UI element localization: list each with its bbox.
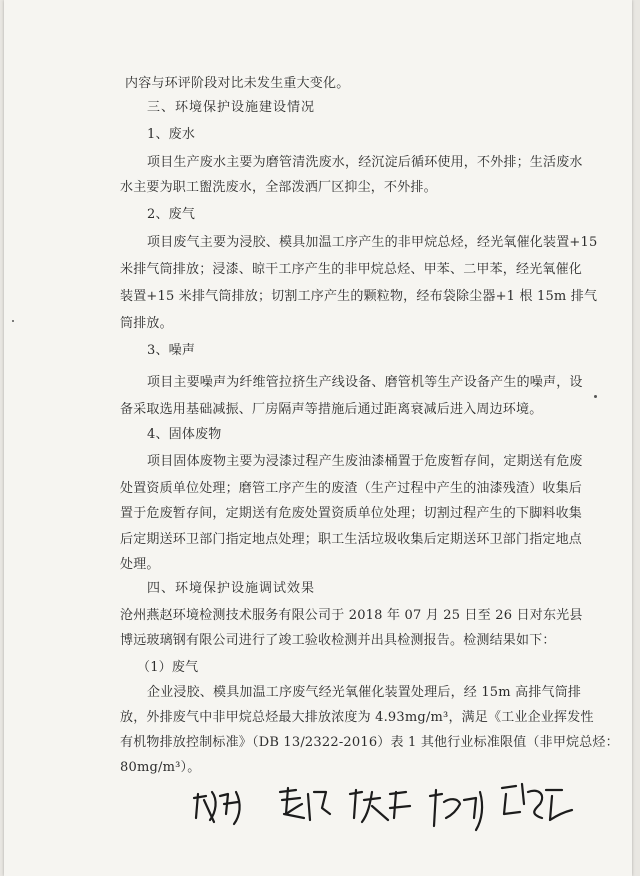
text-line: 80mg/m³）。 (120, 760, 201, 775)
section-heading: 三、环境保护设施建设情况 (147, 100, 316, 115)
scan-speck (12, 320, 14, 322)
text-line: 装置+15 米排气筒排放；切割工序产生的颗粒物，经布袋除尘器+1 根 15m 排气 (120, 289, 598, 304)
signature-strokes (184, 770, 584, 860)
section-heading: 四、环境保护设施调试效果 (147, 581, 316, 596)
text-line: 项目废气主要为浸胶、模具加温工序产生的非甲烷总烃，经光氧催化装置+15 (147, 235, 598, 250)
text-line: 沧州燕赵环境检测技术服务有限公司于 2018 年 07 月 25 日至 26 日对东光县 (120, 608, 583, 623)
text-line: 处置资质单位处理；磨管工序产生的废渣（生产过程中产生的油漆残渣）收集后 (120, 481, 583, 496)
text-line: 内容与环评阶段对比未发生重大变化。 (125, 76, 350, 91)
subsection-heading: 3、噪声 (147, 343, 196, 358)
handwritten-signatures (184, 770, 584, 860)
document-page (4, 0, 632, 876)
text-line: 项目固体废物主要为浸漆过程产生废油漆桶置于危废暂存间，定期送有危废 (147, 454, 583, 469)
text-line: 博远玻璃钢有限公司进行了竣工验收检测并出具检测报告。检测结果如下： (120, 633, 556, 648)
text-line: 项目主要噪声为纤维管拉挤生产线设备、磨管机等生产设备产生的噪声，设 (147, 375, 583, 390)
text-line: 放，外排废气中非甲烷总烃最大排放浓度为 4.93mg/m³，满足《工业企业挥发性 (120, 710, 594, 725)
subsection-heading: （1）废气 (137, 660, 199, 675)
subsection-heading: 1、废水 (147, 127, 196, 142)
text-line: 项目生产废水主要为磨管清洗废水，经沉淀后循环使用，不外排；生活废水 (147, 155, 583, 170)
text-line: 备采取选用基础减振、厂房隔声等措施后通过距离衰减后进入周边环境。 (120, 402, 543, 417)
text-line: 米排气筒排放；浸漆、晾干工序产生的非甲烷总烃、甲苯、二甲苯，经光氧催化 (120, 262, 583, 277)
text-line: 处理。 (120, 557, 160, 572)
text-line: 有机物排放控制标准》（DB 13/2322-2016）表 1 其他行业标准限值（非甲烷总烃： (120, 735, 619, 750)
subsection-heading: 4、固体废物 (147, 427, 222, 442)
text-line: 筒排放。 (120, 316, 173, 331)
text-line: 水主要为职工盥洗废水，全部泼洒厂区抑尘，不外排。 (120, 180, 437, 195)
subsection-heading: 2、废气 (147, 207, 196, 222)
text-line: 企业浸胶、模具加温工序废气经光氧催化装置处理后，经 15m 高排气筒排 (147, 685, 582, 700)
scan-speck (594, 395, 597, 398)
text-line: 置于危废暂存间，定期送有危废处置资质单位处理；切割过程产生的下脚料收集 (120, 506, 583, 521)
text-line: 后定期送环卫部门指定地点处理；职工生活垃圾收集后定期送环卫部门指定地点 (120, 532, 583, 547)
